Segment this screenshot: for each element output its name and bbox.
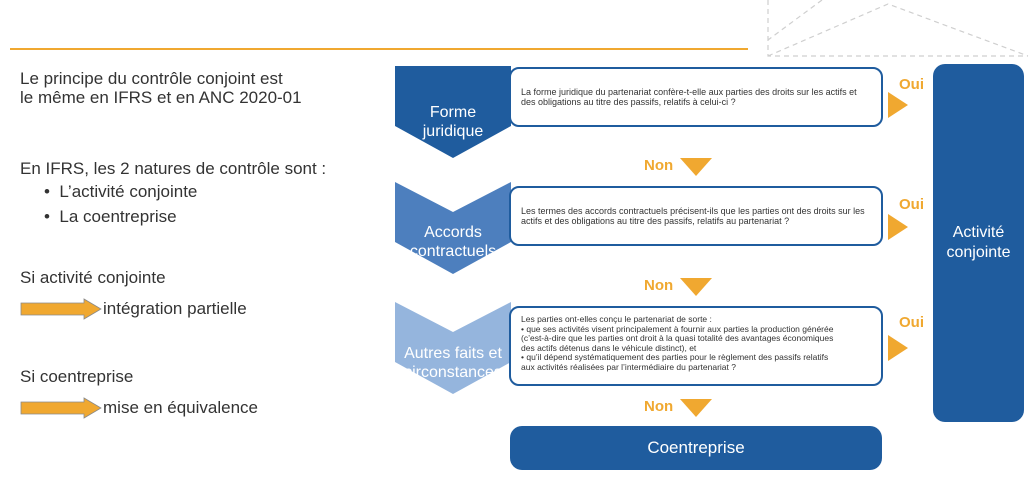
no-arrow-icon [679, 157, 713, 177]
orange-arrow-icon [20, 397, 102, 419]
step-2-question: Les termes des accords contractuels précisent-ils que les parties ont des droits sur les actifs et des obligations au titre des passifs, relatifs au partenariat ? [521, 205, 865, 226]
no-label-2: Non [644, 277, 674, 294]
bullet-item: • La coentreprise [44, 207, 177, 226]
no-label-1: Non [644, 157, 674, 174]
result-joint-line2: conjointe [946, 244, 1011, 261]
no-arrow-icon [679, 277, 713, 297]
result-venture-label: Coentreprise [647, 438, 745, 457]
yes-label-3: Oui [899, 314, 924, 331]
case1-heading: Si activité conjointe [20, 268, 166, 287]
step-3-question: Les parties ont-elles conçu le partenariat de sorte : • que ses activités visent principalement à fournir aux parties la production générée (c’est-à-dire que les parties ont droit à la quasi totalité des avantages économiques des actifs détenus dans le véhicule distinct), et • qu’il dépend systématiquement des parties pour le règlement des passifs relatifs aux activités réalisées par l’intermédiaire du partenariat ? [521, 314, 834, 372]
bullet-text: L’activité conjointe [59, 182, 198, 201]
yes-arrow-icon [886, 212, 910, 242]
yes-arrow-icon [886, 333, 910, 363]
step-3-label-line1: Autres faits et [404, 345, 502, 362]
step-3-label-line2: circonstances [404, 364, 502, 381]
case1-result: intégration partielle [103, 299, 247, 318]
natures-heading: En IFRS, les 2 natures de contrôle sont : [20, 159, 327, 178]
yes-label-1: Oui [899, 76, 924, 93]
yes-label-2: Oui [899, 196, 924, 213]
step-1-question: La forme juridique du partenariat confère-t-elle aux parties des droits sur les actifs et des obligations au titre des passifs, relatifs à celui-ci ? [521, 86, 857, 107]
step-1-label [393, 103, 513, 141]
step-2-label [393, 223, 513, 261]
yes-arrow-icon [886, 90, 910, 120]
bullet-item: • L’activité conjointe [44, 182, 198, 201]
intro-line-1: Le principe du contrôle conjoint est [20, 69, 283, 88]
step-1-label-line2: juridique [422, 123, 484, 140]
step-1-question-box [509, 67, 883, 127]
step-1-label-line1: Forme [429, 104, 477, 121]
no-arrow-icon [679, 398, 713, 418]
result-joint-line1: Activité [952, 224, 1005, 241]
step-2-question-box [509, 186, 883, 246]
case2-result: mise en équivalence [103, 398, 258, 417]
decorative-dashed-outline [760, 0, 1030, 60]
header-divider [10, 48, 748, 50]
step-2-label-line1: Accords [424, 224, 482, 241]
no-label-3: Non [644, 398, 674, 415]
result-joint-venture [510, 426, 882, 470]
step-2-label-line2: contractuels [409, 243, 497, 260]
intro-line-2: le même en IFRS et en ANC 2020-01 [20, 88, 302, 107]
step-3-label [393, 344, 513, 382]
step-3-question-box [509, 306, 883, 386]
case2-heading: Si coentreprise [20, 367, 134, 386]
result-joint-operation [933, 64, 1024, 422]
bullet-text: La coentreprise [59, 207, 177, 226]
orange-arrow-icon [20, 298, 102, 320]
